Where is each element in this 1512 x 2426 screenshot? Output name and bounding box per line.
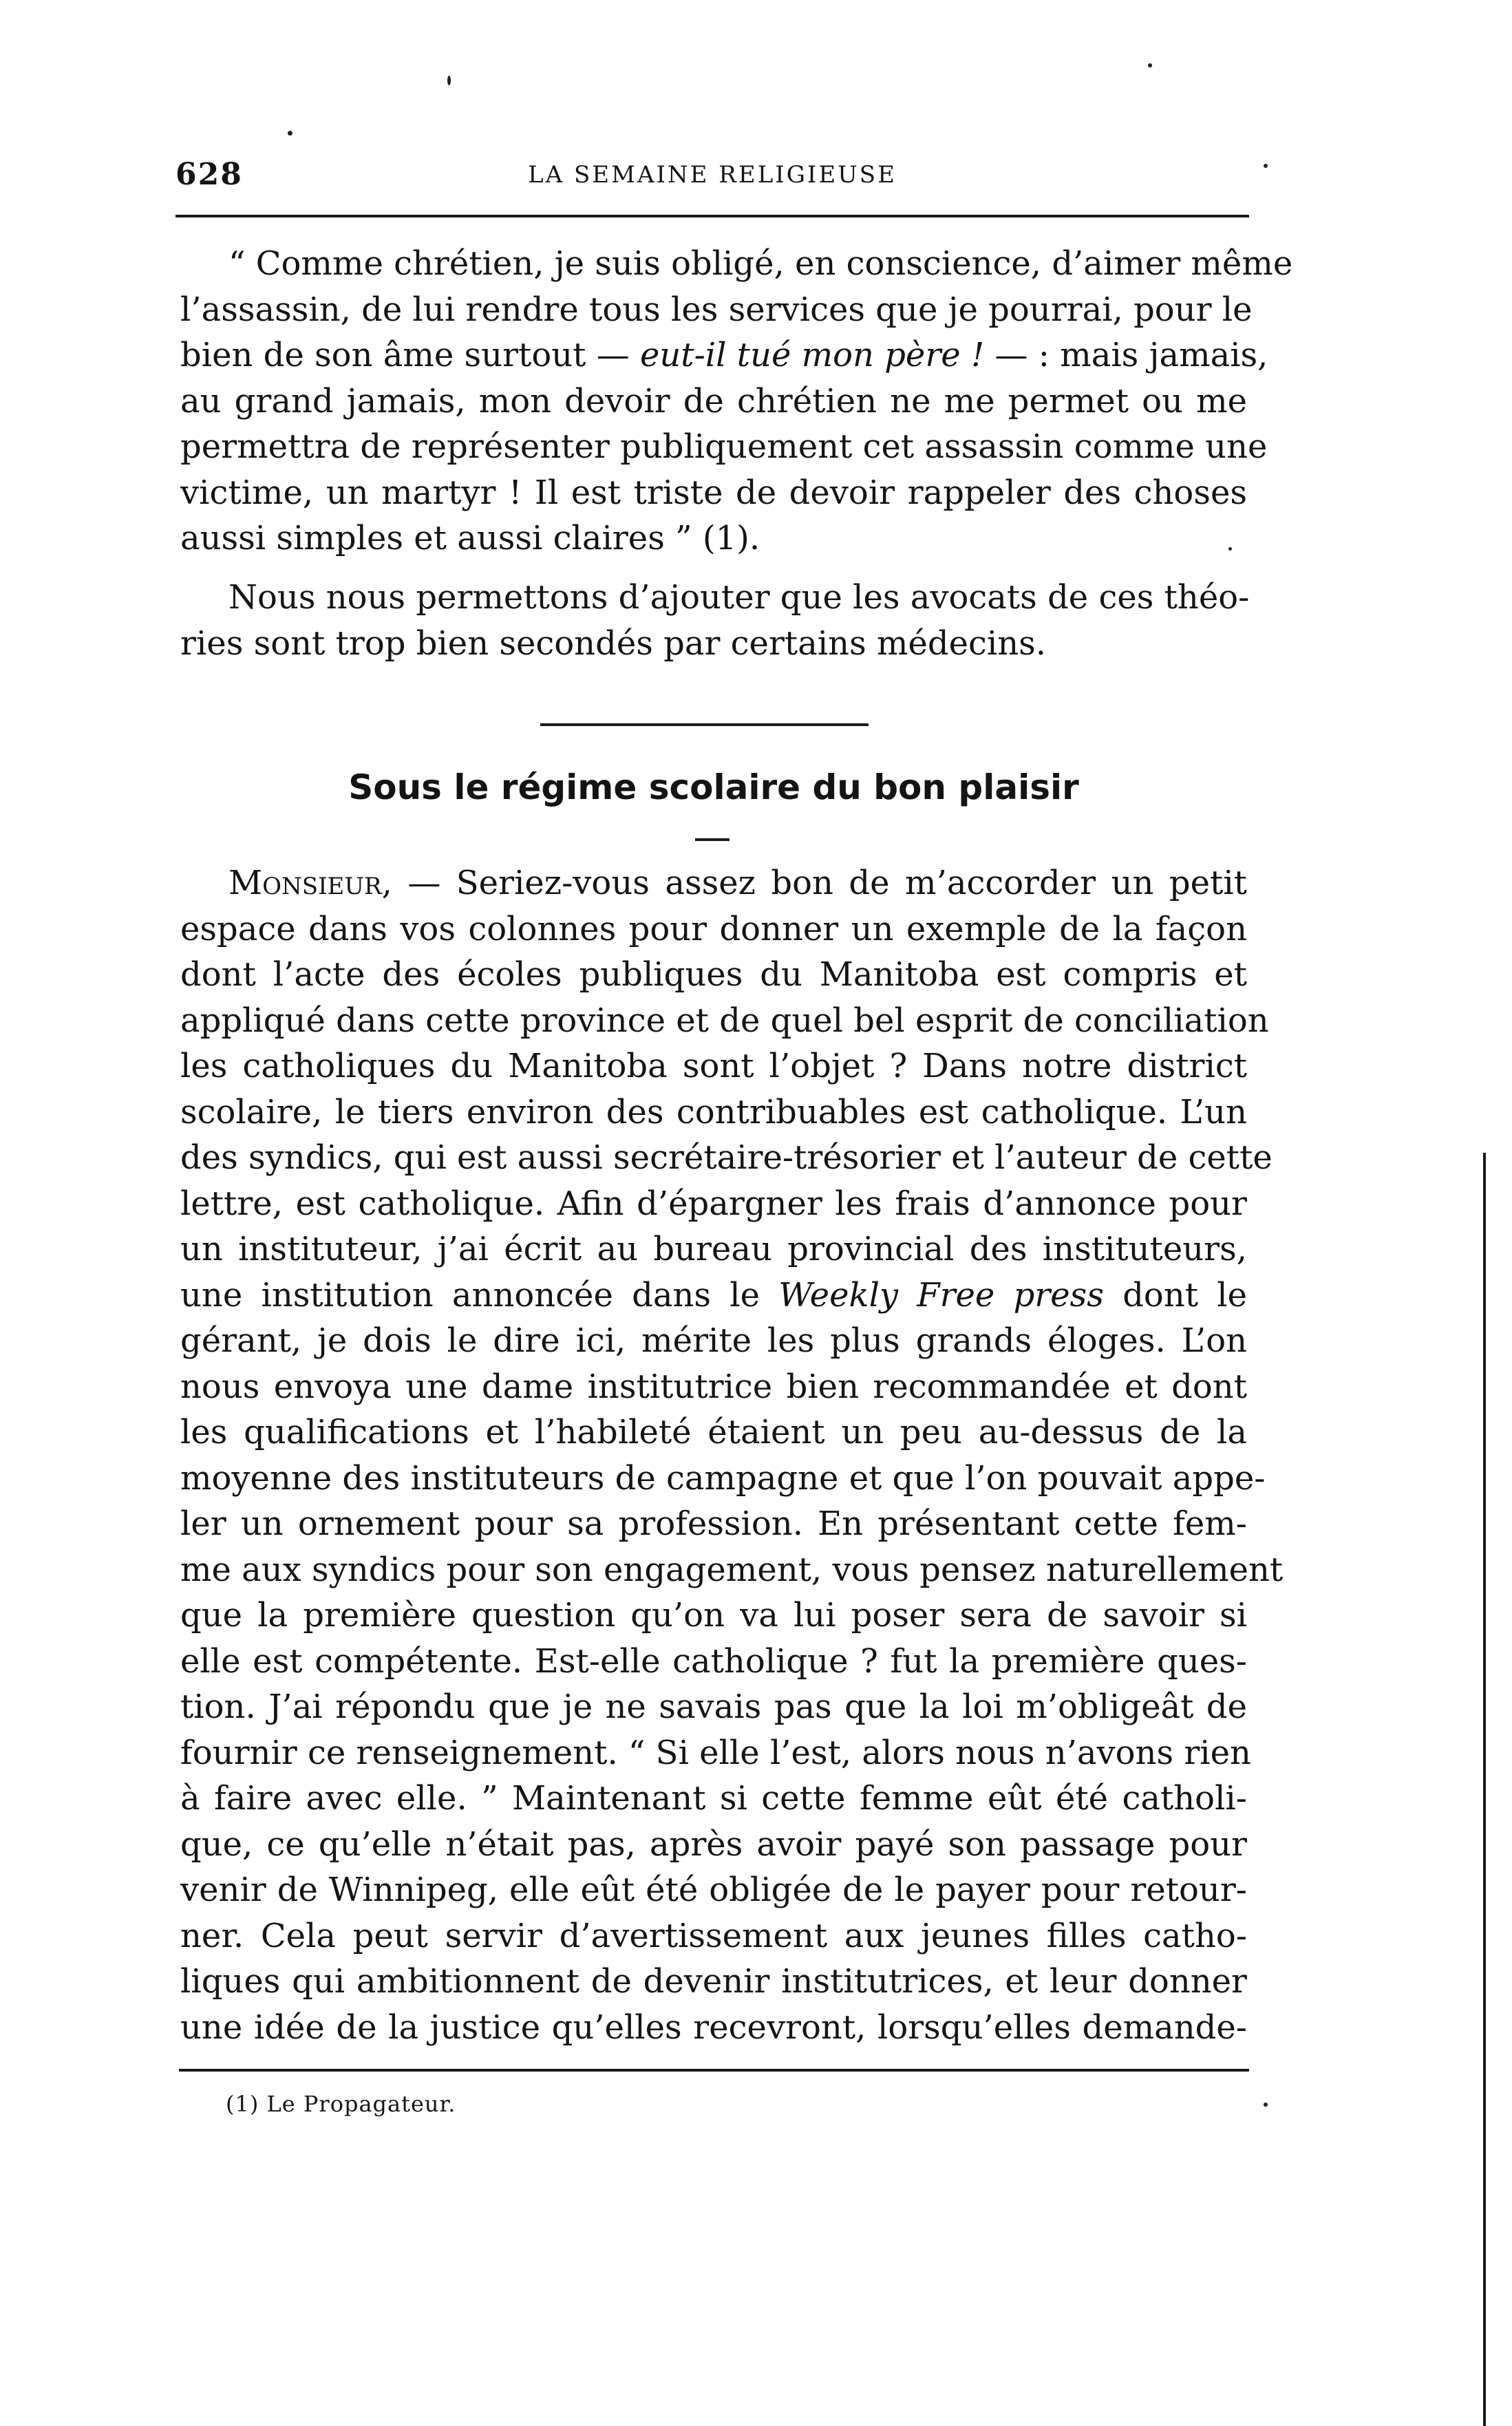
text-fragment: une institution annoncée dans le bbox=[180, 1275, 760, 1315]
scan-edge-line bbox=[1483, 1153, 1486, 2426]
text-line: appliqué dans cette province et de quel bel esprit de conciliation bbox=[180, 1001, 1269, 1040]
text-line: un instituteur, j’ai écrit au bureau provincial des instituteurs, bbox=[180, 1230, 1247, 1268]
page-header bbox=[175, 157, 1249, 205]
text-line bbox=[180, 1273, 1247, 1319]
text-line: gérant, je dois le dire ici, mérite les plus grands éloges. L’on bbox=[180, 1321, 1247, 1360]
section-title: Sous le régime scolaire du bon plaisir bbox=[348, 767, 1079, 807]
text-line: venir de Winnipeg, elle eût été obligée de le payer pour retour- bbox=[180, 1871, 1247, 1909]
quote-paragraph bbox=[180, 241, 1293, 562]
text-line: victime, un martyr ! Il est triste de devoir rappeler des choses bbox=[180, 473, 1247, 512]
text-line: fournir ce renseignement. “ Si elle l’est, alors nous n’avons rien bbox=[180, 1733, 1251, 1772]
text-line: des syndics, qui est aussi secrétaire-trésorier et l’auteur de cette bbox=[180, 1138, 1273, 1177]
print-speck bbox=[447, 76, 451, 85]
text-line: lettre, est catholique. Afin d’épargner les frais d’annonce pour bbox=[180, 1184, 1247, 1223]
text-line: espace dans vos colonnes pour donner un exemple de la façon bbox=[180, 909, 1247, 948]
text-line: Nous nous permettons d’ajouter que les avocats de ces théo- bbox=[228, 578, 1250, 617]
text-line: une idée de la justice qu’elles recevront, lorsqu’elles demande- bbox=[180, 2008, 1247, 2047]
text-line: à faire avec elle. ” Maintenant si cette femme eût été catholi- bbox=[180, 1779, 1247, 1818]
text-line: ries sont trop bien secondés par certains médecins. bbox=[180, 624, 1047, 663]
text-fragment: — : mais jamais, bbox=[994, 336, 1268, 374]
header-rule bbox=[175, 215, 1249, 217]
text-line: tion. J’ai répondu que je ne savais pas que la loi m’obligeât de bbox=[180, 1688, 1247, 1726]
footnote-rule bbox=[179, 2069, 1249, 2072]
italic-fragment: Weekly Free press bbox=[778, 1275, 1104, 1315]
text-line: ner. Cela peut servir d’avertissement aux jeunes filles catho- bbox=[180, 1916, 1247, 1955]
text-line: ler un ornement pour sa profession. En présentant cette fem- bbox=[180, 1504, 1247, 1543]
print-speck bbox=[288, 131, 292, 136]
text-line: dont l’acte des écoles publiques du Manitoba est compris et bbox=[180, 955, 1247, 994]
text-line bbox=[180, 860, 1247, 906]
text-line: les qualifications et l’habileté étaient un peu au-dessus de la bbox=[180, 1413, 1247, 1451]
letter-paragraph bbox=[180, 860, 1284, 2050]
text-line: l’assassin, de lui rendre tous les services que je pourrai, pour le bbox=[180, 290, 1253, 329]
title-dash bbox=[695, 838, 730, 841]
print-speck bbox=[1148, 63, 1152, 67]
section-separator-rule bbox=[540, 723, 869, 726]
running-title: LA SEMAINE RELIGIEUSE bbox=[528, 161, 897, 189]
text-fragment: bien de son âme surtout — bbox=[180, 336, 630, 374]
text-fragment: — Seriez-vous assez bon de m’accorder un petit bbox=[407, 864, 1247, 902]
footnote: (1) Le Propagateur. bbox=[226, 2091, 456, 2117]
text-line: au grand jamais, mon devoir de chrétien ne me permet ou me bbox=[180, 381, 1247, 421]
text-line: “ Comme chrétien, je suis obligé, en conscience, d’aimer même bbox=[228, 244, 1293, 283]
text-line: les catholiques du Manitoba sont l’objet ? Dans notre district bbox=[180, 1047, 1247, 1085]
print-speck bbox=[1264, 164, 1268, 168]
text-line: moyenne des instituteurs de campagne et que l’on pouvait appe- bbox=[180, 1458, 1266, 1498]
comment-paragraph bbox=[180, 575, 1250, 666]
text-line: elle est compétente. Est-elle catholique ? fut la première ques- bbox=[180, 1641, 1247, 1681]
text-fragment: dont le bbox=[1122, 1275, 1248, 1315]
text-line bbox=[180, 332, 1268, 379]
text-line: nous envoya une dame institutrice bien recommandée et dont bbox=[180, 1367, 1247, 1406]
text-line: liques qui ambitionnent de devenir institutrices, et leur donner bbox=[180, 1962, 1247, 2001]
text-line: que la première question qu’on va lui poser sera de savoir si bbox=[180, 1596, 1247, 1635]
text-line: aussi simples et aussi claires ” (1). bbox=[180, 519, 760, 557]
text-line: que, ce qu’elle n’était pas, après avoir payé son passage pour bbox=[180, 1824, 1247, 1864]
italic-fragment: eut-il tué mon père ! bbox=[639, 336, 985, 374]
text-line: me aux syndics pour son engagement, vous pensez naturellement bbox=[180, 1550, 1284, 1589]
text-line: scolaire, le tiers environ des contribuables est catholique. L’un bbox=[180, 1092, 1247, 1131]
text-line: permettra de représenter publiquement cet assassin comme une bbox=[180, 427, 1268, 466]
salutation: Monsieur, bbox=[228, 864, 392, 902]
page-number: 628 bbox=[175, 157, 243, 192]
print-speck bbox=[1264, 2103, 1268, 2107]
